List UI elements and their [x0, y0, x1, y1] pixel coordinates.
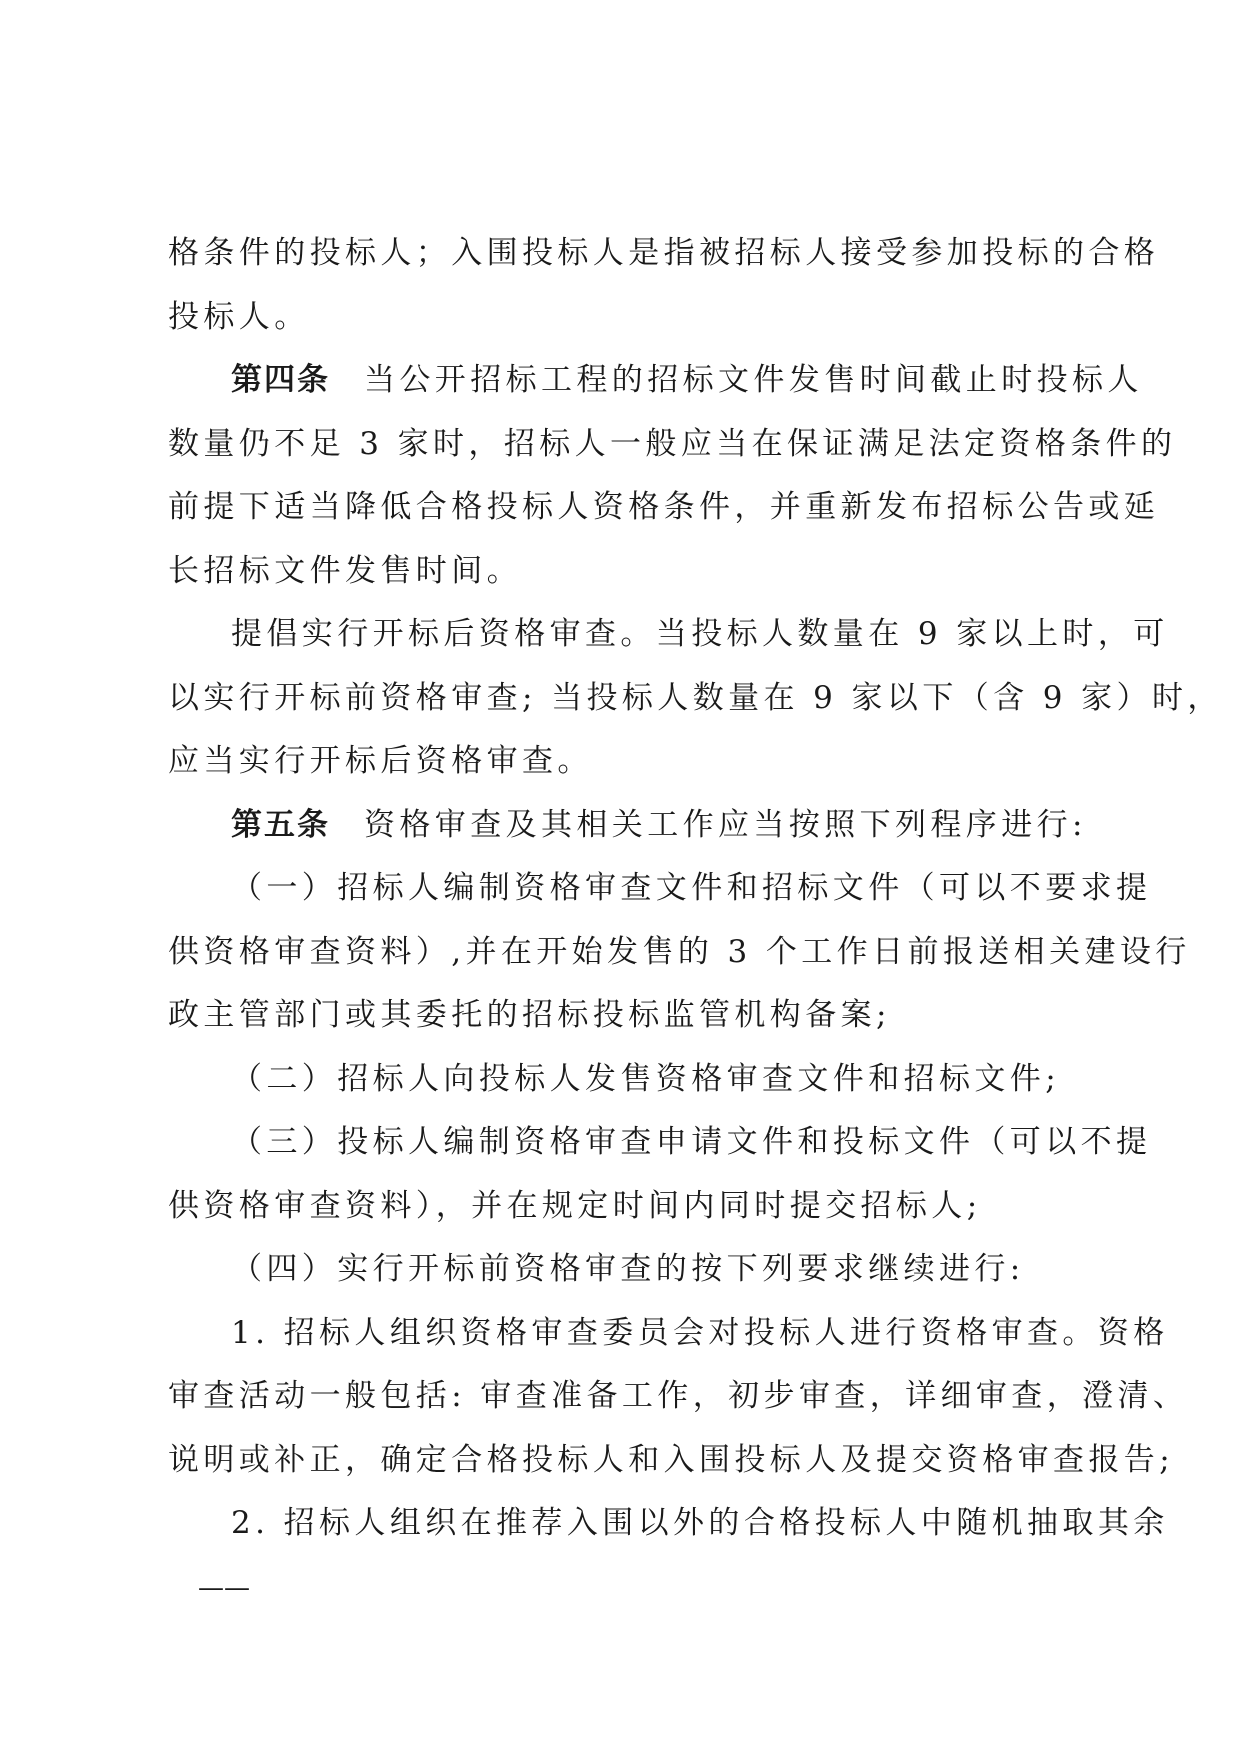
- line-text: 说明或补正，确定合格投标人和入围投标人及提交资格审查报告;: [168, 1441, 1175, 1478]
- text-line: [168, 1429, 1175, 1493]
- text-line: [168, 349, 1143, 413]
- text-line: [168, 921, 1191, 985]
- text-line: [168, 286, 1073, 350]
- line-text: 供资格审查资料）,并在开始发售的 3 个工作日前报送相关建设行: [168, 933, 1191, 970]
- line-text: （二）招标人向投标人发售资格审查文件和招标文件;: [231, 1060, 1061, 1097]
- text-line: [168, 476, 1160, 540]
- text-line: [168, 1365, 1189, 1429]
- line-text: 数量仍不足 3 家时，招标人一般应当在保证满足法定资格条件的: [168, 425, 1177, 462]
- text-line: [168, 1492, 1169, 1556]
- line-text: 资格审查及其相关工作应当按照下列程序进行:: [364, 806, 1087, 843]
- text-line: [168, 794, 1087, 858]
- text-line: [168, 730, 1073, 794]
- text-line: [168, 857, 1152, 921]
- text-line: [168, 667, 1223, 731]
- line-text: 投标人。: [168, 298, 310, 335]
- text-line: [168, 540, 1073, 604]
- line-text: 提倡实行开标后资格审查。当投标人数量在 9 家以上时，可: [231, 616, 1169, 652]
- text-line: [168, 603, 1169, 667]
- text-line: [168, 413, 1177, 477]
- line-text: 供资格审查资料），并在规定时间内同时提交招标人;: [168, 1187, 982, 1224]
- document-body: [168, 222, 1223, 1556]
- line-text: 政主管部门或其委托的招标投标监管机构备案;: [168, 997, 891, 1033]
- line-text: 当公开招标工程的招标文件发售时间截止时投标人: [364, 362, 1143, 398]
- article-heading: 第五条: [231, 806, 330, 843]
- line-text: （四）实行开标前资格审查的按下列要求继续进行:: [231, 1251, 1025, 1287]
- line-text: （一）招标人编制资格审查文件和招标文件（可以不要求提: [231, 870, 1152, 906]
- line-text: 格条件的投标人；入围投标人是指被招标人接受参加投标的合格: [168, 235, 1160, 271]
- text-line: [168, 1238, 1073, 1302]
- text-line: [168, 222, 1160, 286]
- line-text: 1. 招标人组织资格审查委员会对投标人进行资格审查。资格: [231, 1314, 1169, 1351]
- text-line: [168, 1302, 1169, 1366]
- text-line: [168, 1111, 1152, 1175]
- page-footer-mark: ——: [198, 1573, 250, 1603]
- text-line: [168, 1048, 1073, 1112]
- text-line: [168, 1175, 1073, 1239]
- line-text: 审查活动一般包括: 审查准备工作，初步审查，详细审查，澄清、: [168, 1378, 1189, 1414]
- line-text: 以实行开标前资格审查; 当投标人数量在 9 家以下（含 9 家）时，: [168, 679, 1223, 716]
- line-text: 前提下适当降低合格投标人资格条件，并重新发布招标公告或延: [168, 489, 1160, 525]
- line-text: 应当实行开标后资格审查。: [168, 743, 593, 779]
- text-line: [168, 984, 1073, 1048]
- line-text: （三）投标人编制资格审查申请文件和投标文件（可以不提: [231, 1124, 1152, 1160]
- line-text: 2. 招标人组织在推荐入围以外的合格投标人中随机抽取其余: [231, 1505, 1169, 1541]
- article-heading: 第四条: [231, 362, 330, 398]
- line-text: 长招标文件发售时间。: [168, 552, 522, 589]
